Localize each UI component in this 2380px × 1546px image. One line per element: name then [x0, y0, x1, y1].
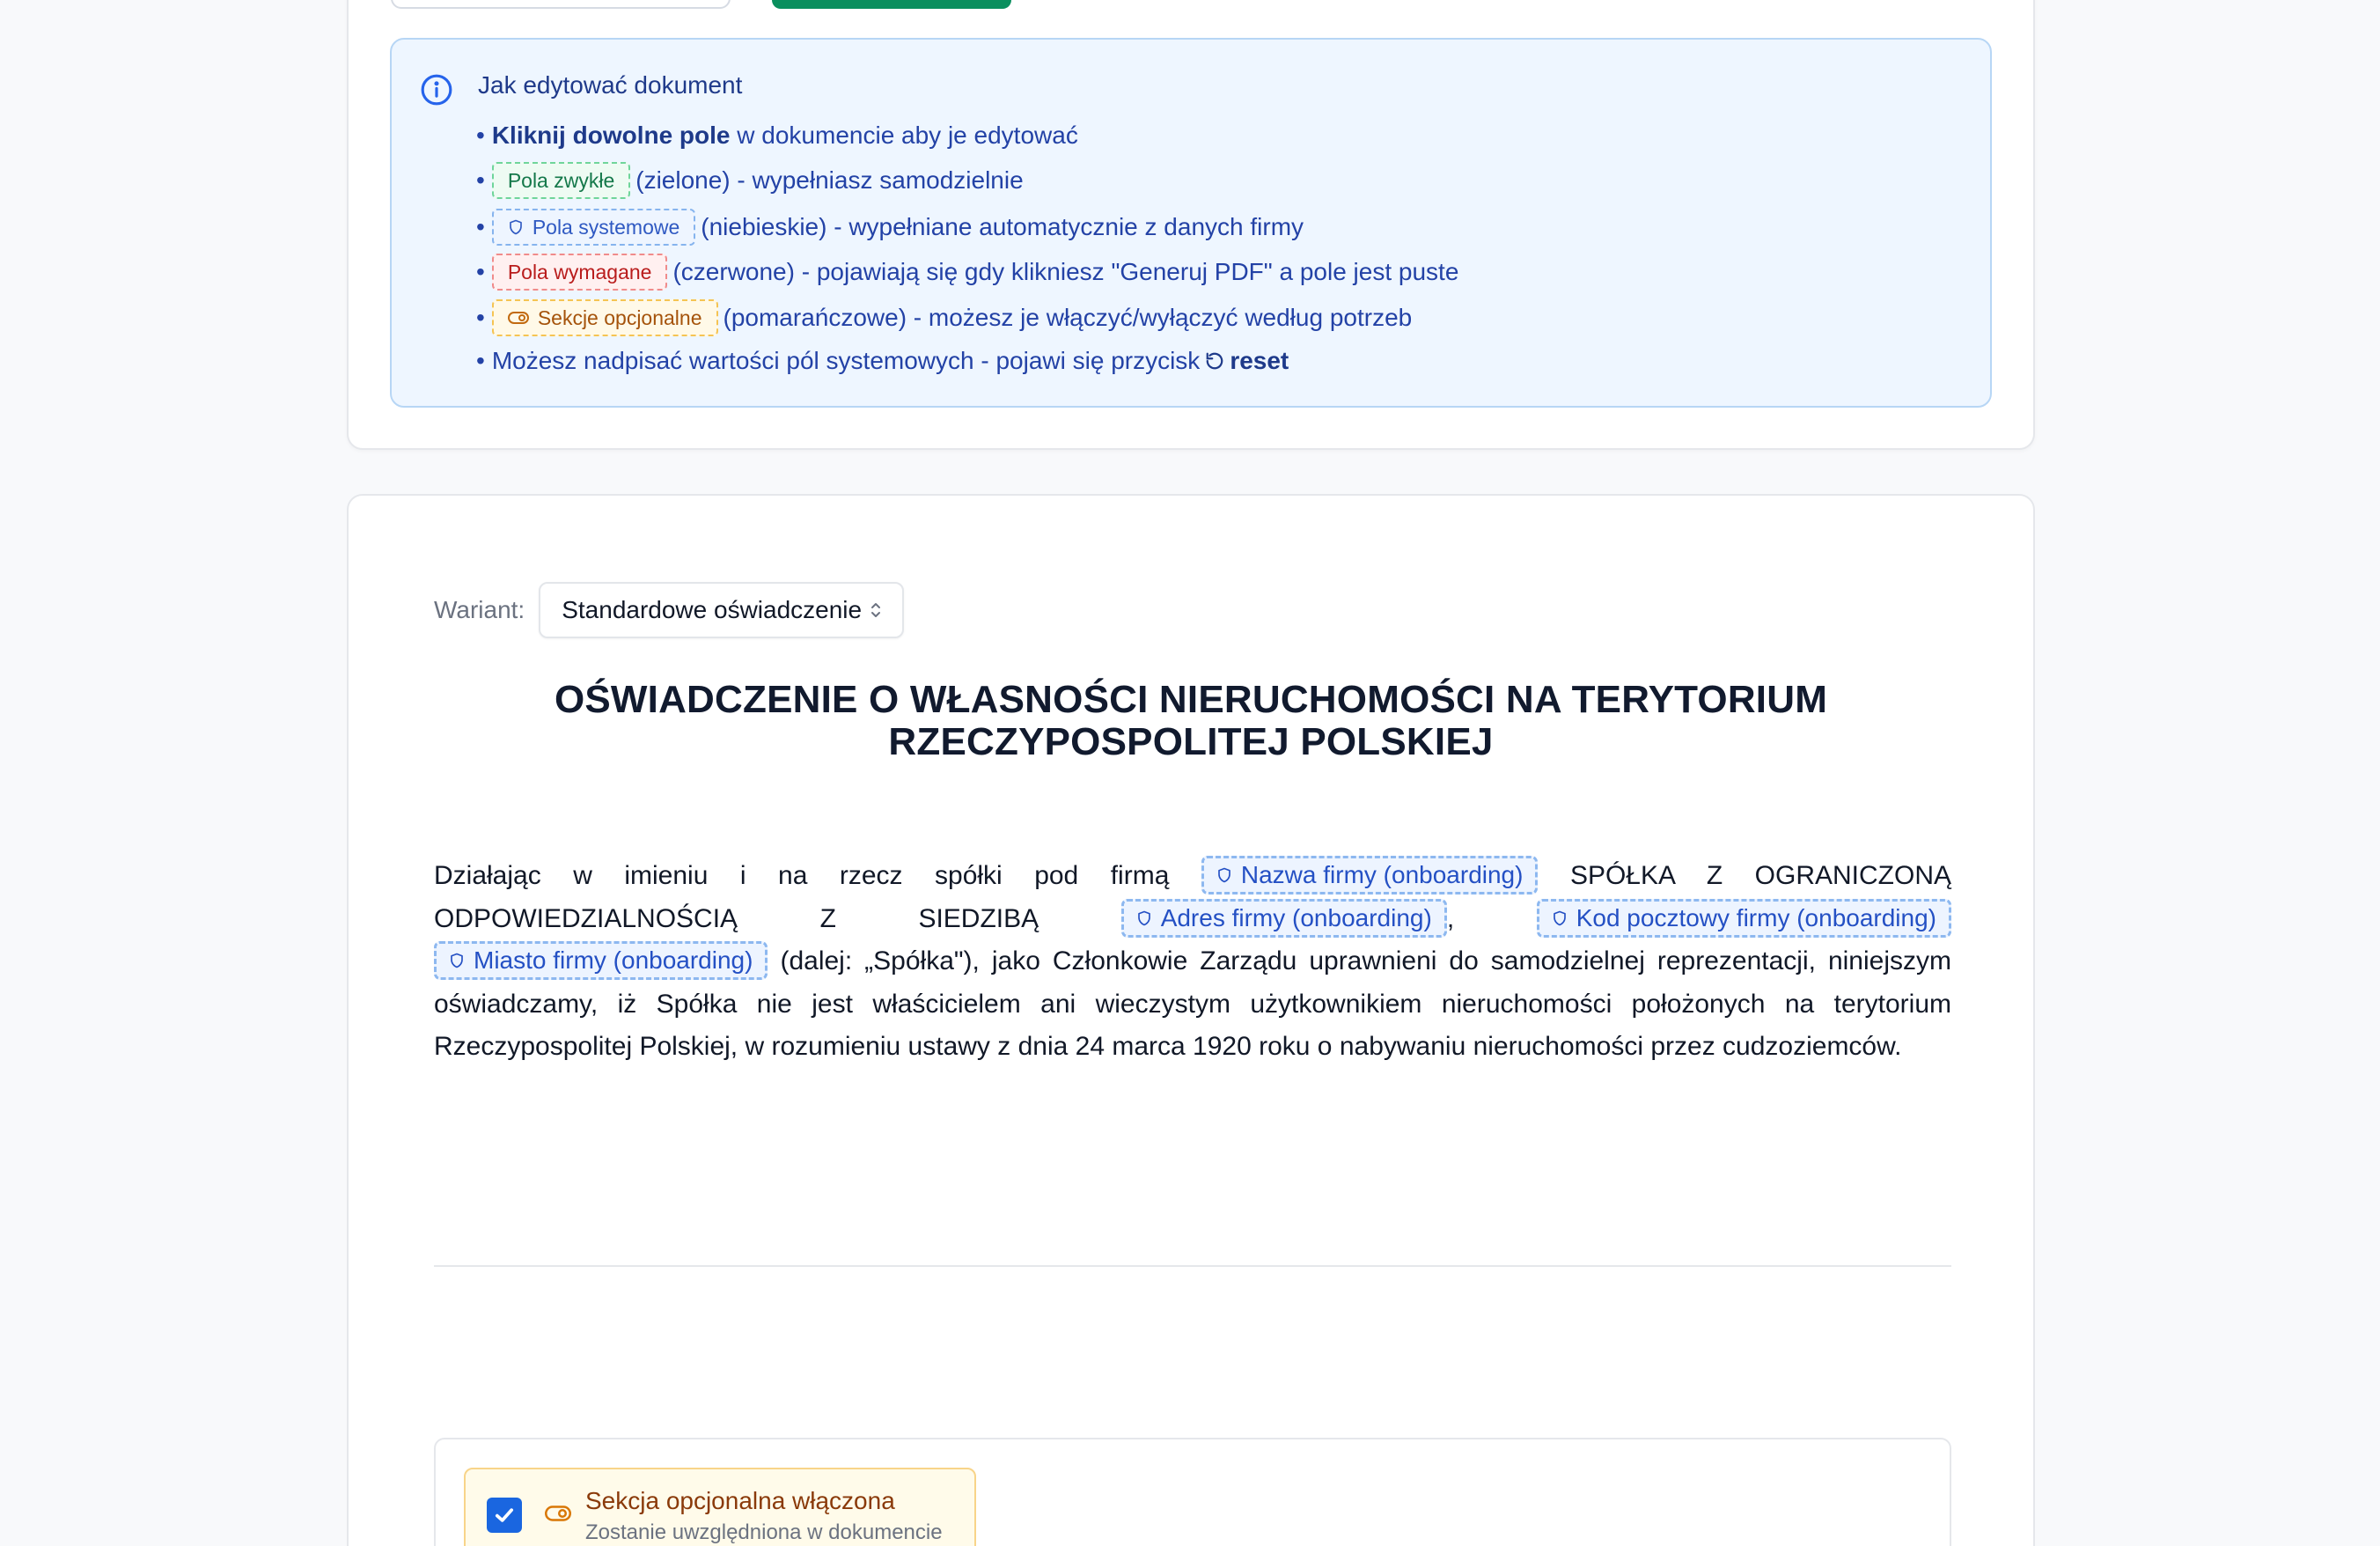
bullet: •: [476, 258, 485, 285]
document-title-line2: RZECZYPOSPOLITEJ POLSKIEJ: [888, 720, 1494, 763]
variant-select[interactable]: [539, 582, 904, 638]
company-postal-code-field[interactable]: [1537, 899, 1951, 938]
reset-icon: [1205, 351, 1224, 371]
field-label: Kod pocztowy firmy (onboarding): [1576, 903, 1936, 931]
info-item-text: (czerwone) - pojawiają się gdy klikniesz "Generuj PDF" a pole jest puste: [672, 258, 1459, 285]
info-item: [476, 156, 1458, 205]
company-city-field[interactable]: [434, 941, 768, 980]
top-input-field[interactable]: [391, 0, 731, 9]
info-title: Jak edytować dokument: [478, 71, 743, 99]
chip-label: Pola zwykłe: [507, 168, 615, 192]
info-item-text: (zielone) - wypełniasz samodzielnie: [635, 166, 1024, 194]
document-card: [347, 494, 2035, 1546]
info-item-text: Możesz nadpisać wartości pól systemowych - pojawi się przycisk: [491, 347, 1201, 374]
reset-label: reset: [1230, 347, 1289, 374]
bullet: •: [476, 213, 485, 240]
field-label: Miasto firmy (onboarding): [474, 946, 753, 975]
checkmark-icon: [492, 1503, 517, 1528]
top-primary-button[interactable]: [772, 0, 1011, 9]
body-text: SPÓŁKA Z OGRANICZONĄ ODPOWIEDZIALNOŚCIĄ Z SIEDZIBĄ: [434, 861, 1951, 933]
info-item-bold: Kliknij dowolne pole: [491, 121, 731, 149]
field-label: Adres firmy (onboarding): [1160, 903, 1432, 931]
info-item: [476, 295, 1458, 341]
toggle-icon: [545, 1505, 571, 1522]
body-text: Działając w imieniu i na rzecz spółki pod firmą: [434, 861, 1170, 890]
optional-section-chip: [492, 299, 718, 336]
section-divider: [434, 1265, 1951, 1267]
info-list: [476, 115, 1458, 381]
variant-label: Wariant:: [434, 596, 525, 623]
shield-icon: [1216, 866, 1232, 884]
bullet: •: [476, 347, 485, 374]
info-item-text: w dokumencie aby je edytować: [737, 121, 1078, 149]
bullet: •: [476, 304, 485, 331]
regular-field-chip: [492, 162, 630, 199]
bullet: •: [476, 166, 485, 194]
chip-label: Pola wymagane: [507, 260, 652, 283]
chevron-updown-icon: [869, 600, 883, 620]
required-field-chip: [492, 254, 668, 291]
optional-section-title: Sekcja opcjonalna włączona: [585, 1487, 895, 1514]
info-item-text: (niebieskie) - wypełniane automatycznie z danych firmy: [701, 213, 1304, 240]
document-title: [349, 679, 2033, 763]
optional-section: [434, 1438, 1951, 1546]
company-address-field[interactable]: [1121, 899, 1447, 938]
info-icon: [420, 73, 453, 107]
body-text: ,: [1446, 903, 1455, 933]
chip-label: Pola systemowe: [532, 215, 680, 239]
optional-section-checkbox[interactable]: [487, 1498, 522, 1533]
optional-section-toggle[interactable]: [464, 1468, 976, 1546]
info-item: [476, 115, 1458, 156]
chip-label: Sekcje opcjonalne: [537, 306, 702, 329]
info-item-text: (pomarańczowe) - możesz je włączyć/wyłączyć według potrzeb: [723, 304, 1413, 331]
shield-icon: [1136, 909, 1152, 927]
info-item: [476, 205, 1458, 249]
info-item: [476, 249, 1458, 295]
shield-icon: [1552, 909, 1568, 927]
body-text: (dalej: „Spółka"), jako Członkowie Zarządu uprawnieni do samodzielnej reprezentacji, niniejszym oświadczamy, iż Spółka nie jest właścicielem ani wieczystym użytkownikiem nieruchomości położonych na terytorium Rzeczypospolitej Polskiej, w rozumieniu ustawy z dnia 24 marca 1920 roku o nabywaniu nieruchomości przez cudzoziemców.: [434, 946, 1951, 1061]
bullet: •: [476, 121, 485, 149]
field-label: Nazwa firmy (onboarding): [1240, 861, 1524, 889]
info-box: [390, 38, 1992, 408]
shield-icon: [449, 952, 465, 969]
variant-select-value: Standardowe oświadczenie: [562, 596, 863, 623]
document-body: [434, 855, 1951, 1069]
system-field-chip: [492, 209, 695, 246]
company-name-field[interactable]: [1201, 856, 1539, 894]
shield-icon: [508, 218, 524, 236]
info-item: [476, 341, 1458, 381]
variant-row: [434, 582, 904, 638]
toggle-icon: [508, 311, 529, 325]
optional-section-subtitle: Zostanie uwzględniona w dokumencie: [585, 1520, 943, 1544]
document-title-line1: OŚWIADCZENIE O WŁASNOŚCI NIERUCHOMOŚCI NA TERYTORIUM: [554, 678, 1828, 721]
